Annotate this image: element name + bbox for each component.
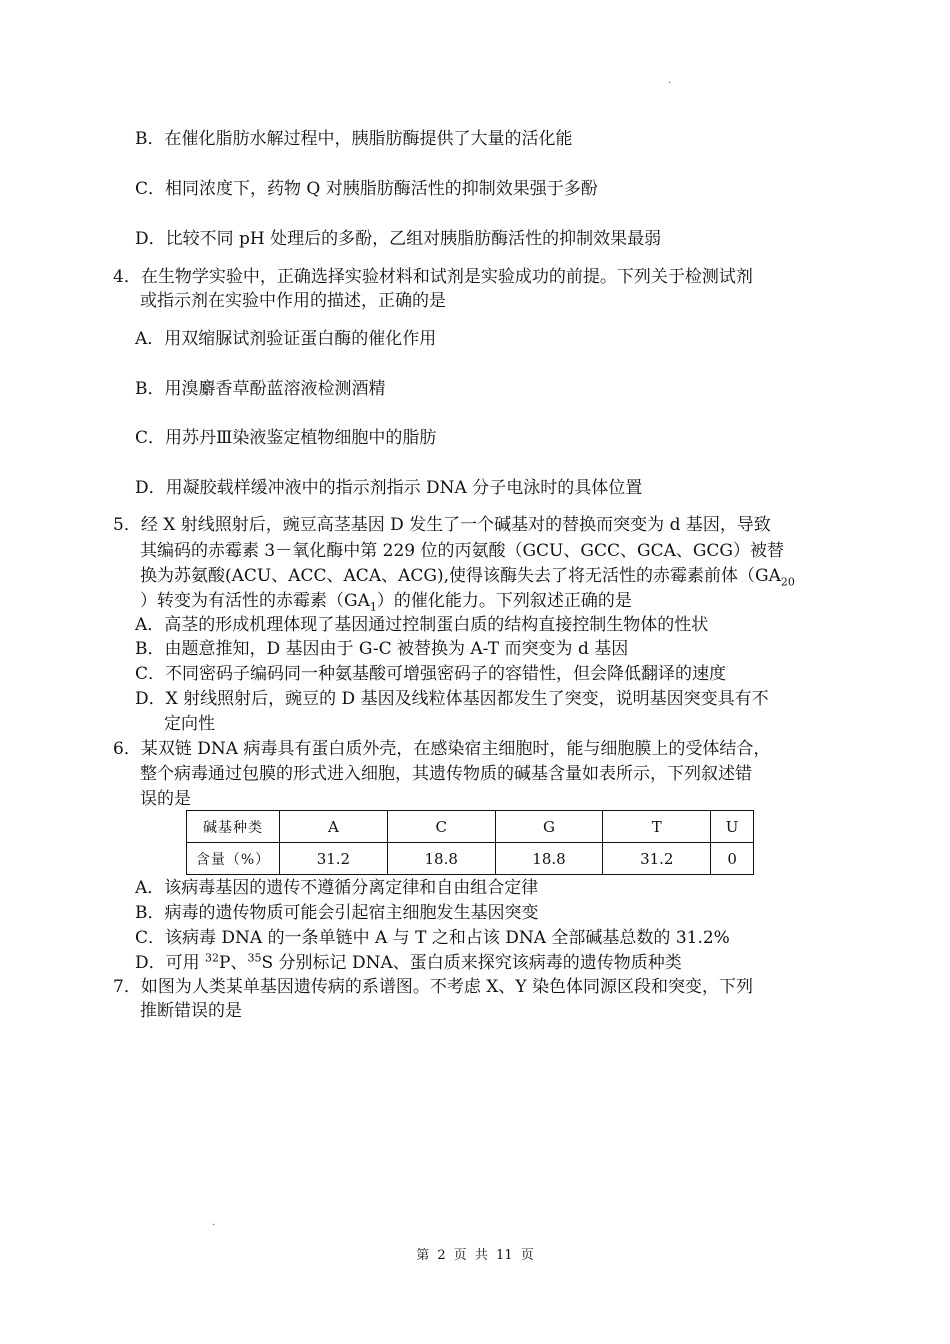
table-row-label: 含量（%） xyxy=(187,843,280,875)
q6-stem-line1: 6．某双链 DNA 病毒具有蛋白质外壳，在感染宿主细胞时，能与细胞膜上的受体结合， xyxy=(113,739,771,759)
table-cell: 18.8 xyxy=(495,843,603,875)
table-cell: G xyxy=(495,811,603,843)
q7-stem-line1: 7．如图为人类某单基因遗传病的系谱图。不考虑 X、Y 染色体同源区段和突变，下列 xyxy=(113,977,753,997)
q5-option-d-line1: D．X 射线照射后，豌豆的 D 基因及线粒体基因都发生了突变，说明基因突变具有不 xyxy=(135,689,769,709)
q4-stem-line2: 或指示剂在实验中作用的描述，正确的是 xyxy=(140,291,446,311)
q4-option-b: B．用溴麝香草酚蓝溶液检测酒精 xyxy=(135,379,386,399)
p32-superscript: 32 xyxy=(205,951,220,965)
q7-stem-line2: 推断错误的是 xyxy=(140,1001,242,1021)
table-cell: U xyxy=(711,811,754,843)
stray-dot: · xyxy=(212,1220,216,1231)
q5-ga1-subscript: 1 xyxy=(369,600,377,614)
table-row xyxy=(187,811,754,843)
q6-stem-line3: 误的是 xyxy=(140,789,191,809)
q6-option-b: B．病毒的遗传物质可能会引起宿主细胞发生基因突变 xyxy=(135,903,539,923)
q3-option-d: D．比较不同 pH 处理后的多酚，乙组对胰脂肪酶活性的抑制效果最弱 xyxy=(135,229,662,249)
table-cell: 31.2 xyxy=(280,843,388,875)
base-content-table xyxy=(186,810,754,875)
q5-stem-line2: 其编码的赤霉素 3－氧化酶中第 229 位的丙氨酸（GCU、GCC、GCA、GCG）被替 xyxy=(140,541,785,561)
q5-stem-line1: 5．经 X 射线照射后，豌豆高茎基因 D 发生了一个碱基对的替换而突变为 d 基因，导致 xyxy=(113,515,771,535)
s35-superscript: 35 xyxy=(247,951,262,965)
q6-option-a: A．该病毒基因的遗传不遵循分离定律和自由组合定律 xyxy=(135,878,539,898)
q6-option-d: D．可用 $^{32}$P、$^{35}$S 分别标记 DNA、蛋白质来探究该病毒的遗传物质种类 xyxy=(135,951,682,973)
table-cell: C xyxy=(387,811,495,843)
q4-stem-line1: 4．在生物学实验中，正确选择实验材料和试剂是实验成功的前提。下列关于检测试剂 xyxy=(113,267,753,287)
table-cell: 0 xyxy=(711,843,754,875)
q5-option-c: C．不同密码子编码同一种氨基酸可增强密码子的容错性，但会降低翻译的速度 xyxy=(135,664,727,684)
table-cell: 18.8 xyxy=(387,843,495,875)
q5-option-b: B．由题意推知，D 基因由于 G-C 被替换为 A-T 而突变为 d 基因 xyxy=(135,639,629,659)
q6-stem-line2: 整个病毒通过包膜的形式进入细胞，其遗传物质的碱基含量如表所示，下列叙述错 xyxy=(140,764,752,784)
table-cell: T xyxy=(603,811,711,843)
q5-stem-line3: 换为苏氨酸(ACU、ACC、ACA、ACG),使得该酶失去了将无活性的赤霉素前体（$GA_{20}$ xyxy=(140,566,795,589)
table-row xyxy=(187,843,754,875)
q5-option-d-line2: 定向性 xyxy=(164,714,215,734)
q3-option-c: C．相同浓度下，药物 Q 对胰脂肪酶活性的抑制效果强于多酚 xyxy=(135,179,598,199)
stray-dot: · xyxy=(668,78,672,89)
q4-option-d: D．用凝胶载样缓冲液中的指示剂指示 DNA 分子电泳时的具体位置 xyxy=(135,478,643,498)
q5-stem-line4: ）转变为有活性的赤霉素$(GA_1)$的催化能力。下列叙述正确的是 xyxy=(140,591,632,614)
page-footer: 第 2 页 共 11 页 xyxy=(416,1248,534,1263)
table-row-label: 碱基种类 xyxy=(187,811,280,843)
q4-option-a: A．用双缩脲试剂验证蛋白酶的催化作用 xyxy=(135,329,437,349)
q4-option-c: C．用苏丹Ⅲ染液鉴定植物细胞中的脂肪 xyxy=(135,428,437,448)
q5-ga20-subscript: 20 xyxy=(780,575,795,589)
q6-option-c: C．该病毒 DNA 的一条单链中 A 与 T 之和占该 DNA 全部碱基总数的 31.2% xyxy=(135,928,730,948)
q5-option-a: A．高茎的形成机理体现了基因通过控制蛋白质的结构直接控制生物体的性状 xyxy=(135,615,709,635)
q3-option-b: B．在催化脂肪水解过程中，胰脂肪酶提供了大量的活化能 xyxy=(135,129,573,149)
table-cell: A xyxy=(280,811,388,843)
table-cell: 31.2 xyxy=(603,843,711,875)
